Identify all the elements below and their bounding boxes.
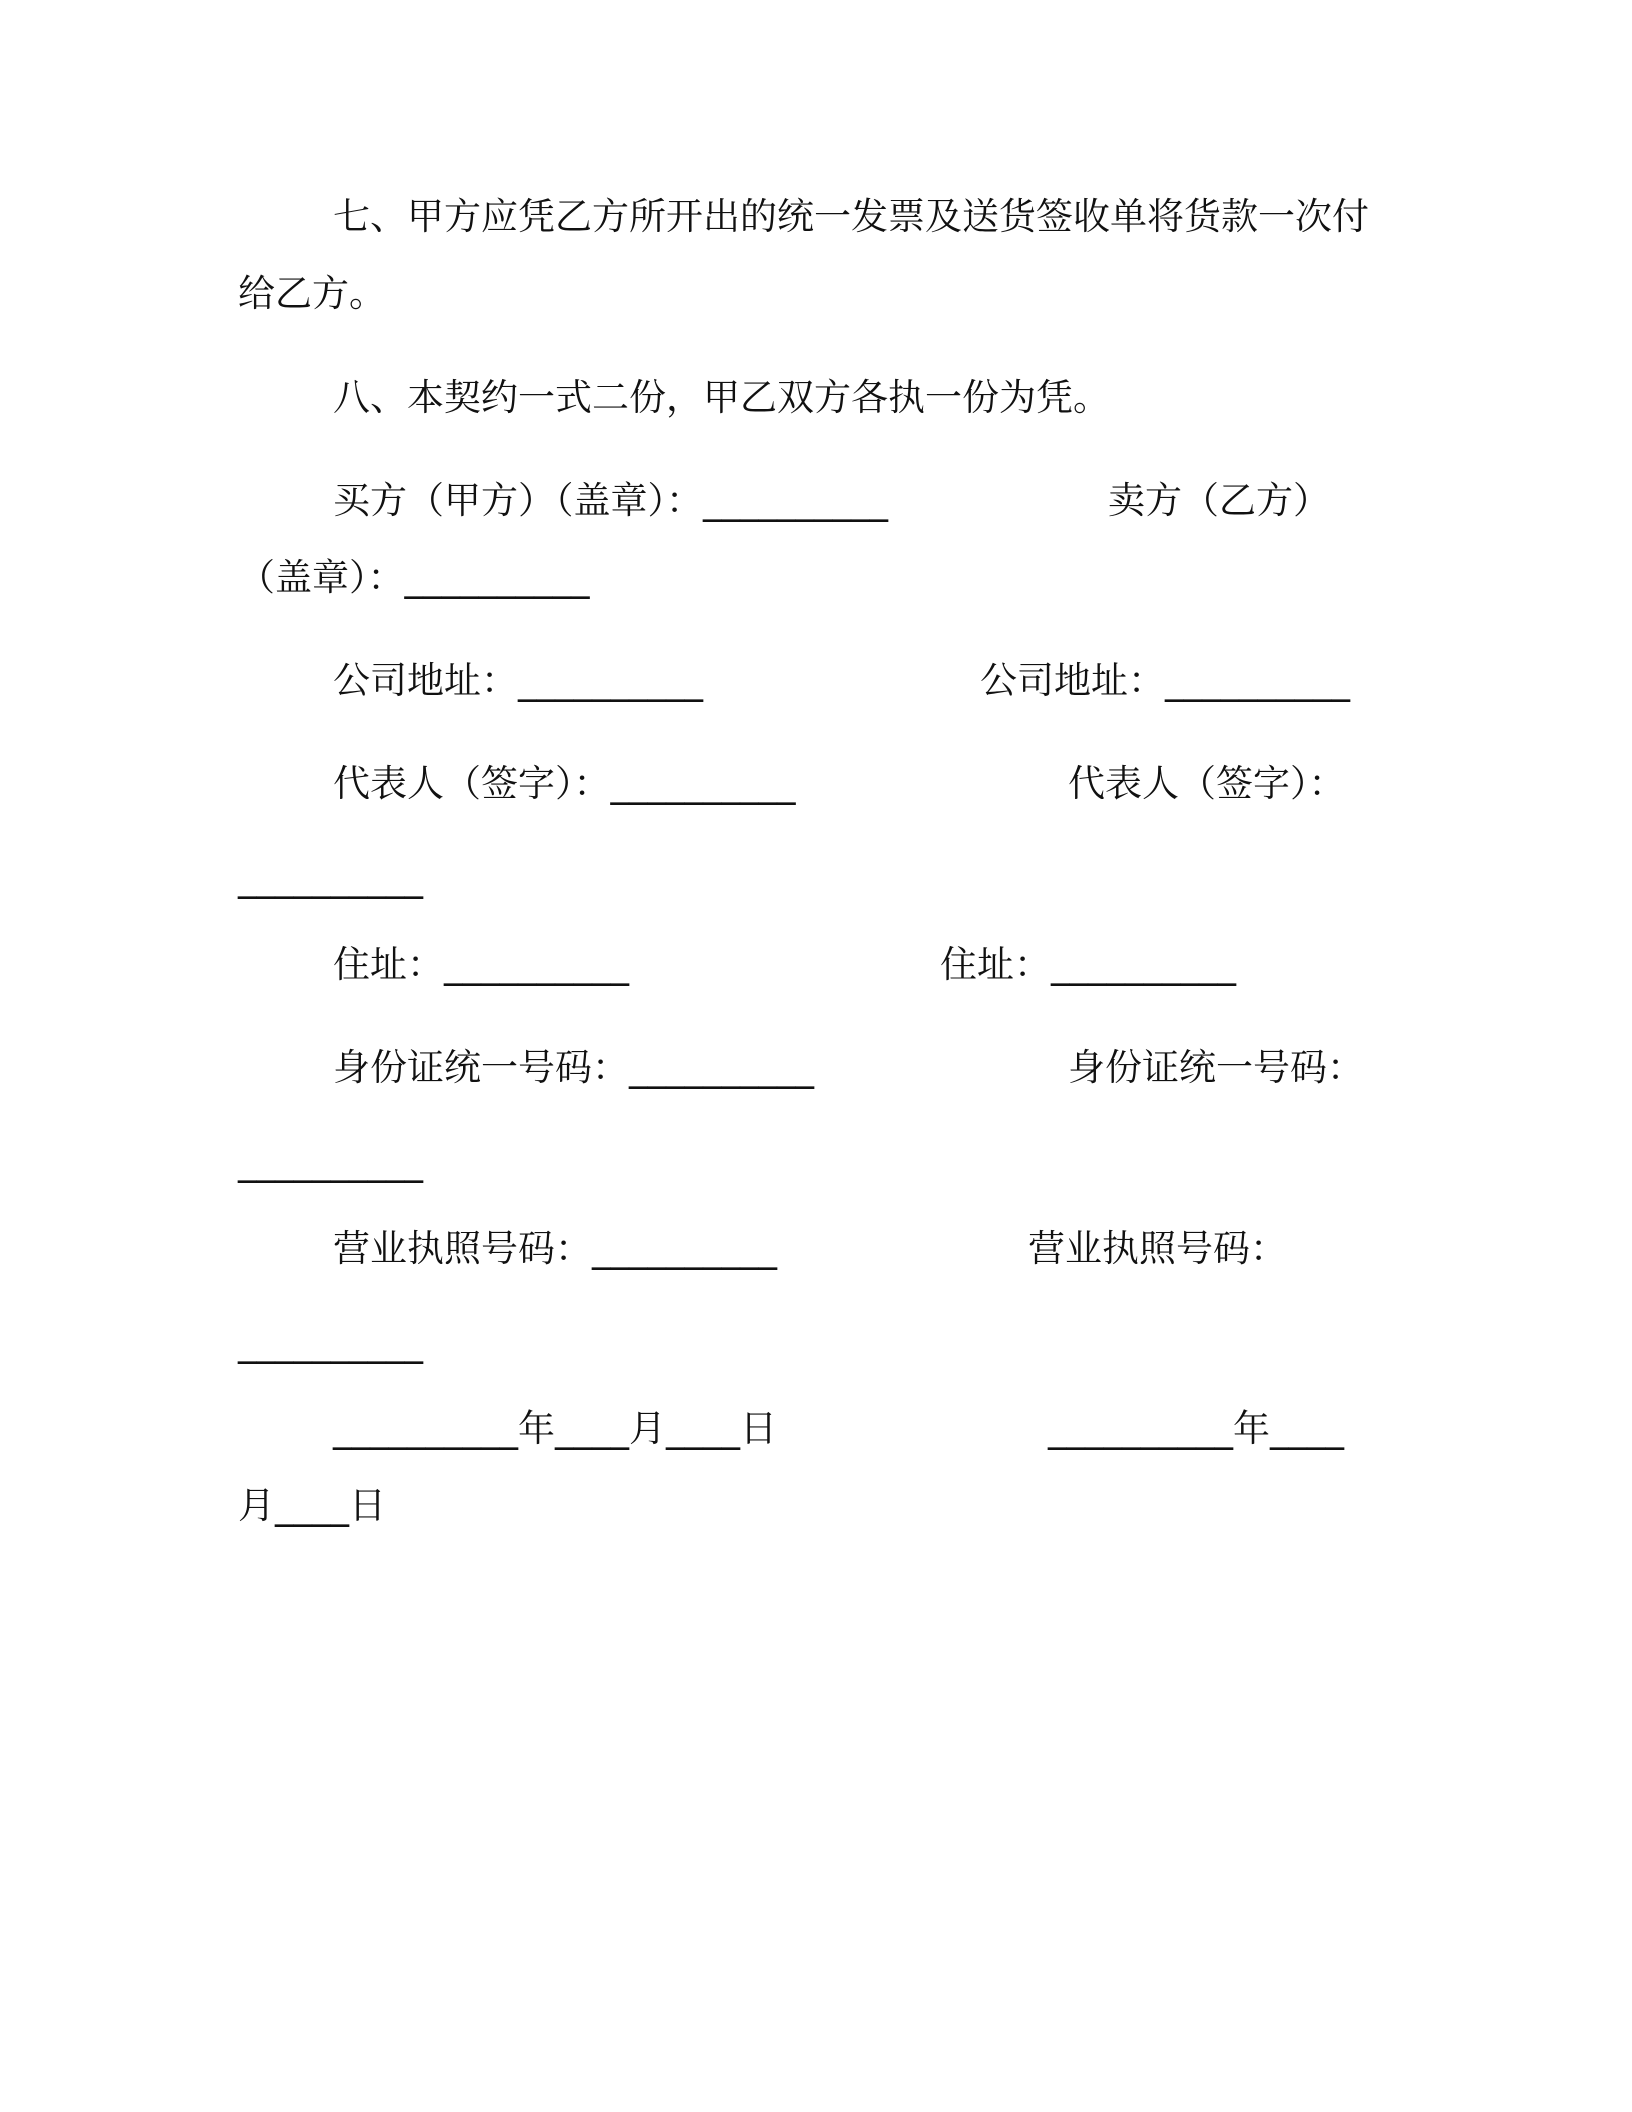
clause-8-line-1: 八、本契约一式二份，甲乙双方各执一份为凭。 xyxy=(333,376,1110,419)
clause-7-line-2: 给乙方。 xyxy=(238,272,386,315)
buyer-date: __________年____月____日 xyxy=(333,1407,777,1450)
buyer-seal: 买方（甲方）（盖章）：__________ xyxy=(333,479,888,522)
buyer-business-license: 营业执照号码：__________ xyxy=(333,1227,777,1270)
clause-7-line-1: 七、甲方应凭乙方所开出的统一发票及送货签收单将货款一次付 xyxy=(333,195,1369,238)
seller-representative-label: 代表人（签字）： xyxy=(1068,762,1346,805)
seller-representative-field: __________ xyxy=(238,856,423,899)
seller-id-number-label: 身份证统一号码： xyxy=(1068,1046,1364,1089)
seller-business-license-field: __________ xyxy=(238,1321,423,1364)
seller-business-license-label: 营业执照号码： xyxy=(1028,1227,1287,1270)
buyer-residence: 住址：__________ xyxy=(333,943,629,986)
seller-id-number-field: __________ xyxy=(238,1140,423,1183)
seller-seal-label: 卖方（乙方） xyxy=(1108,479,1330,522)
buyer-company-address: 公司地址：__________ xyxy=(333,659,703,702)
buyer-id-number: 身份证统一号码：__________ xyxy=(333,1046,814,1089)
seller-seal-field: （盖章）：__________ xyxy=(238,556,590,599)
seller-company-address: 公司地址：__________ xyxy=(980,659,1350,702)
seller-date-part-2: 月____日 xyxy=(238,1484,386,1527)
seller-date-part-1: __________年____ xyxy=(1048,1407,1344,1450)
buyer-representative: 代表人（签字）：__________ xyxy=(333,762,796,805)
seller-residence: 住址：__________ xyxy=(940,943,1236,986)
